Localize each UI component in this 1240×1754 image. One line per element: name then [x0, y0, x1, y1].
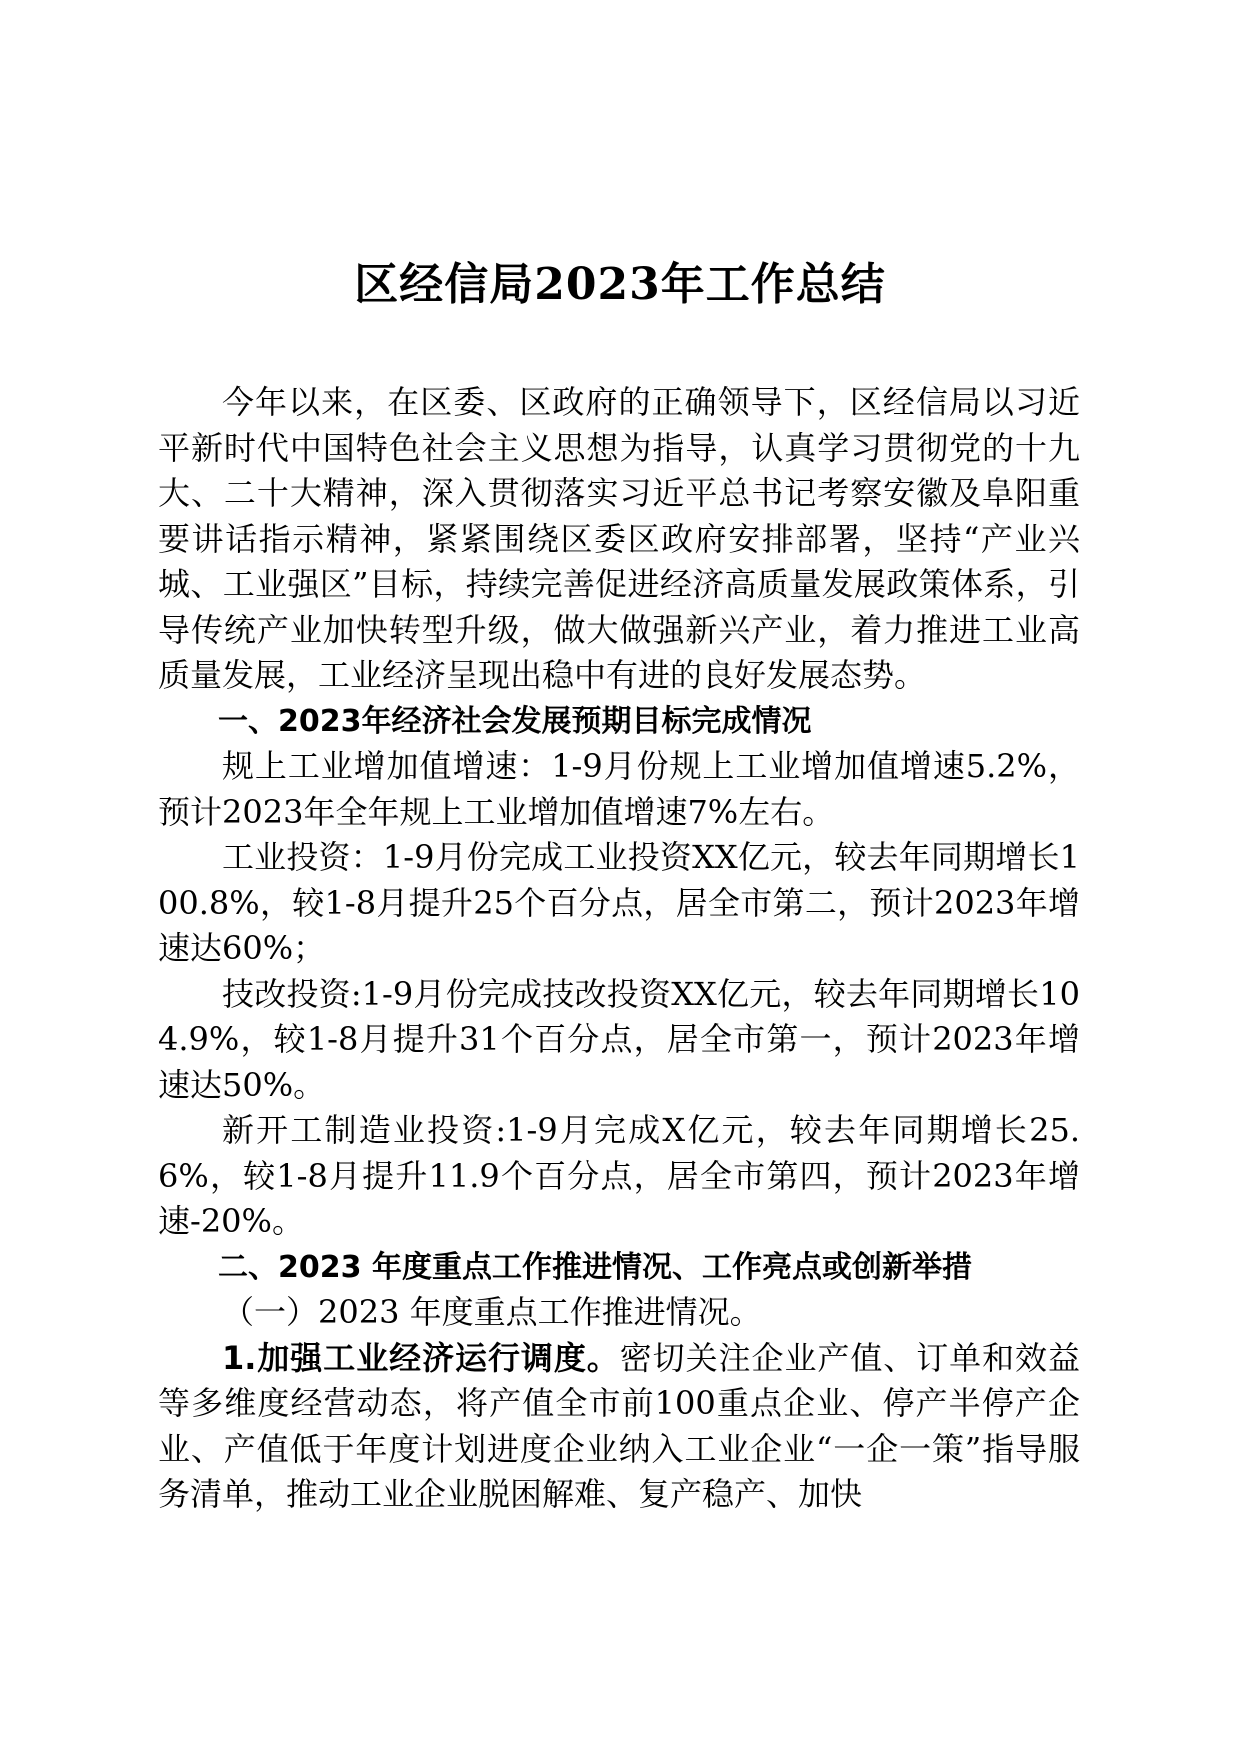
paragraph-tech-renovation-investment: 技改投资:1-9月份完成技改投资XX亿元，较去年同期增长104.9%，较1-8月提升31个百分点，居全市第一，预计2023年增速达50%。	[158, 974, 1080, 1104]
paragraph-industrial-value-added: 规上工业增加值增速：1-9月份规上工业增加值增速5.2%，预计2023年全年规上工业增加值增速7%左右。	[158, 747, 1080, 831]
document-title: 区经信局2023年工作总结	[354, 259, 886, 310]
paragraph-new-manufacturing-investment: 新开工制造业投资:1-9月完成X亿元，较去年同期增长25.6%，较1-8月提升11.9个百分点，居全市第四，预计2023年增速-20%。	[158, 1111, 1080, 1240]
item-1-lead: 1.加强工业经济运行调度。	[222, 1338, 620, 1377]
section-heading-2: 二、2023 年度重点工作推进情况、工作亮点或创新举措	[218, 1249, 972, 1285]
paragraph-item-1	[158, 1336, 1080, 1518]
paragraph-industrial-investment: 工业投资：1-9月份完成工业投资XX亿元，较去年同期增长100.8%，较1-8月提升25个百分点，居全市第二，预计2023年增速达60%；	[158, 838, 1080, 967]
document-body	[158, 380, 1080, 1518]
subsection-heading-1: （一）2023 年度重点工作推进情况。	[222, 1293, 762, 1331]
intro-paragraph: 今年以来，在区委、区政府的正确领导下，区经信局以习近平新时代中国特色社会主义思想为指导，认真学习贯彻党的十九大、二十大精神，深入贯彻落实习近平总书记考察安徽及阜阳重要讲话指示精神，紧紧围绕区委区政府安排部署，坚持“产业兴城、工业强区”目标，持续完善促进经济高质量发展政策体系，引导传统产业加快转型升级，做大做强新兴产业，着力推进工业高质量发展，工业经济呈现出稳中有进的良好发展态势。	[158, 383, 1080, 694]
item-1-text: 密切关注企业产值、订单和效益等多维度经营动态，将产值全市前100重点企业、停产半停产企业、产值低于年度计划进度企业纳入工业企业“一企一策”指导服务清单，推动工业企业脱困解难、复产稳产、加快	[158, 1338, 1080, 1513]
section-heading-1: 一、2023年经济社会发展预期目标完成情况	[218, 703, 812, 739]
